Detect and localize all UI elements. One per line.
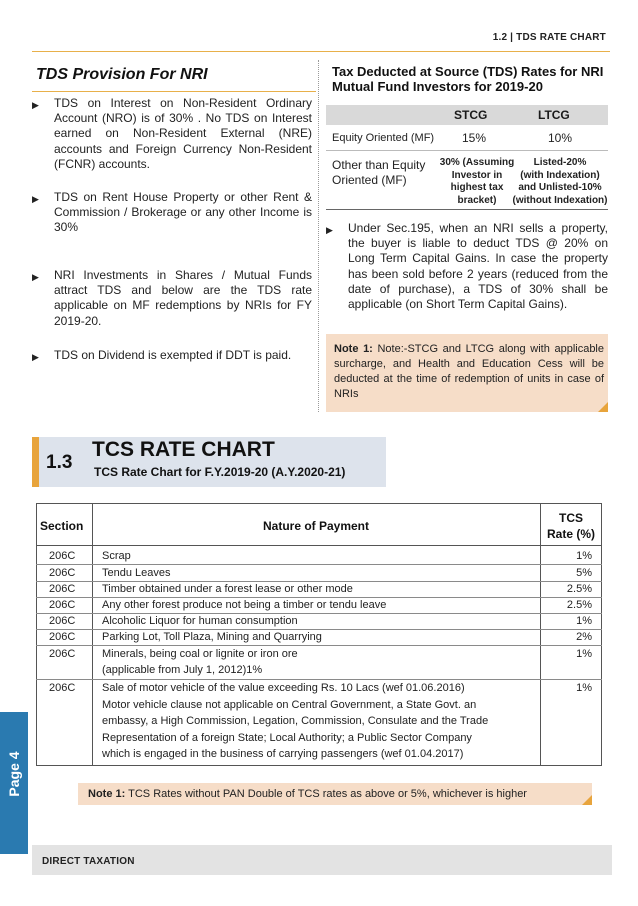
rate-header — [540, 510, 602, 542]
nature-line: (applicable from July 1, 2012)1% — [102, 664, 263, 676]
tds-nri-title: TDS Provision For NRI — [36, 66, 208, 83]
nri-note — [334, 342, 604, 402]
page-number-label: Page 4 — [6, 751, 22, 797]
header-rule — [32, 51, 610, 52]
table-row-section: 206C — [49, 615, 76, 627]
bullet-text: TDS on Rent House Property or other Rent & Commission / Brokerage or any other Income is 30% — [54, 190, 312, 235]
bullet-text: Under Sec.195, when an NRI sells a property, the buyer is liable to deduct TDS @ 20% on Long Term Capital Gains. In case the property has been sold before 2 years (reduced from the date of purchase), a TDS of 30% shall be applicable (on Short Term Capital Gains). — [348, 221, 608, 312]
table-row-nature: Parking Lot, Toll Plaza, Mining and Quarrying — [102, 631, 322, 643]
rate-table-bottom-rule — [326, 209, 608, 210]
table-row-section: 206C — [49, 631, 76, 643]
title-underline — [32, 91, 316, 92]
other-ltcg-value — [508, 157, 612, 207]
nature-line: Representation of a foreign State; Local Authority; a Public Sector Company — [102, 731, 472, 744]
table-row-rate: 1% — [576, 550, 592, 562]
table-header-rule — [36, 545, 602, 546]
band-accent-bar — [32, 437, 39, 487]
section-header: Section — [40, 519, 84, 533]
table-row-rate: 2% — [576, 631, 592, 643]
bullet-text: NRI Investments in Shares / Mutual Funds attract TDS and below are the TDS rate applicable on MF redemptions by NRIs for FY 2019-20. — [54, 268, 312, 328]
tcs-section-number: 1.3 — [46, 452, 73, 473]
table-row-section: 206C — [49, 648, 76, 660]
table-row-nature: Tendu Leaves — [102, 567, 171, 579]
value-line: (without Indexation) — [512, 194, 608, 206]
tcs-subtitle: TCS Rate Chart for F.Y.2019-20 (A.Y.2020-21) — [94, 465, 346, 479]
table-row-section: 206C — [49, 567, 76, 579]
column-divider — [318, 60, 319, 412]
note-body: TCS Rates without PAN Double of TCS rates as above or 5%, whichever is higher — [128, 788, 527, 800]
bullet-dividend — [32, 348, 312, 365]
table-row-nature: Alcoholic Liquor for human consumption — [102, 615, 298, 627]
bullet-arrow-icon: ▶ — [32, 272, 39, 282]
value-line: Investor in — [451, 169, 503, 181]
rate-table-header — [326, 105, 608, 125]
table-row-rate: 2.5% — [566, 599, 592, 611]
nature-line: Sale of motor vehicle of the value exceeding Rs. 10 Lacs (wef 01.06.2016) — [102, 682, 465, 694]
nature-line: embassy, a High Commission, Legation, Commission, Consulate and the Trade — [102, 715, 489, 728]
bullet-text: TDS on Dividend is exempted if DDT is paid. — [54, 348, 292, 362]
nature-line: which is engaged in the business of carrying passengers (wef 01.04.2017) — [102, 748, 464, 761]
section-reference: 1.2 | TDS RATE CHART — [492, 32, 606, 43]
stcg-header: STCG — [454, 108, 488, 122]
bullet-arrow-icon: ▶ — [32, 352, 39, 362]
table-row-nature — [102, 680, 488, 763]
note-corner-accent — [582, 795, 592, 805]
note-body: Note:-STCG and LTCG along with applicable surcharge, and Health and Education Cess will be deducted at the time of redemption of units in case of NRIs — [334, 343, 604, 400]
table-row-section: 206C — [49, 583, 76, 595]
table-row-rate: 1% — [576, 615, 592, 627]
bullet-arrow-icon: ▶ — [326, 225, 333, 235]
pan-note — [88, 788, 527, 800]
tcs-title: TCS RATE CHART — [92, 438, 275, 461]
table-column-line — [92, 503, 93, 766]
table-row-section: 206C — [49, 682, 76, 694]
value-line: (with Indexation) — [520, 169, 600, 181]
bullet-text: TDS on Interest on Non-Resident Ordinary Account (NRO) is of 30% . No TDS on Interest earned on Non-Resident External (NRE) accounts and Foreign Currency Non-Resident (FCNR) accounts. — [54, 96, 312, 171]
note-label: Note 1: — [88, 788, 126, 800]
label-line: Other than Equity — [332, 158, 426, 172]
bullet-sec195 — [326, 221, 608, 312]
nature-header: Nature of Payment — [262, 519, 370, 533]
table-row-nature: Timber obtained under a forest lease or other mode — [102, 583, 353, 595]
value-line: and Unlisted-10% — [518, 182, 602, 193]
value-line: highest tax — [450, 182, 504, 193]
table-row-nature — [102, 646, 298, 678]
value-line: Listed-20% — [533, 157, 587, 168]
nature-line: Minerals, being coal or lignite or iron ore — [102, 648, 298, 660]
nature-line: Motor vehicle clause not applicable on Central Government, a State Govt. an — [102, 698, 477, 711]
bullet-arrow-icon: ▶ — [32, 194, 39, 204]
equity-stcg-value: 15% — [462, 131, 487, 145]
bullet-nro-interest — [32, 96, 312, 172]
table-row-rate: 1% — [576, 682, 592, 694]
note-label: Note 1: — [334, 343, 373, 355]
table-row-nature: Any other forest produce not being a timber or tendu leave — [102, 599, 387, 611]
value-line: 30% (Assuming — [439, 157, 515, 168]
equity-oriented-label: Equity Oriented (MF) — [332, 132, 435, 144]
tds-rates-title: Tax Deducted at Source (TDS) Rates for NRI Mutual Fund Investors for 2019-20 — [332, 64, 604, 94]
table-row-section: 206C — [49, 550, 76, 562]
rate-row-divider — [326, 150, 608, 151]
table-row-rate: 5% — [576, 567, 592, 579]
rate-header-line: Rate (%) — [546, 527, 595, 541]
table-row-section: 206C — [49, 599, 76, 611]
table-row-rate: 1% — [576, 648, 592, 660]
footer-label: DIRECT TAXATION — [42, 856, 135, 867]
ltcg-header: LTCG — [538, 108, 570, 122]
rate-header-line: TCS — [559, 511, 583, 525]
table-row-nature: Scrap — [102, 550, 131, 562]
note-corner-accent — [598, 402, 608, 412]
table-row-rate: 2.5% — [566, 583, 592, 595]
value-line: bracket) — [457, 194, 497, 206]
bullet-mf-investments — [32, 268, 312, 329]
label-line: Oriented (MF) — [332, 173, 407, 187]
bullet-arrow-icon: ▶ — [32, 100, 39, 110]
other-equity-label — [332, 158, 425, 188]
equity-ltcg-value: 10% — [548, 131, 573, 145]
bullet-rent — [32, 190, 312, 236]
